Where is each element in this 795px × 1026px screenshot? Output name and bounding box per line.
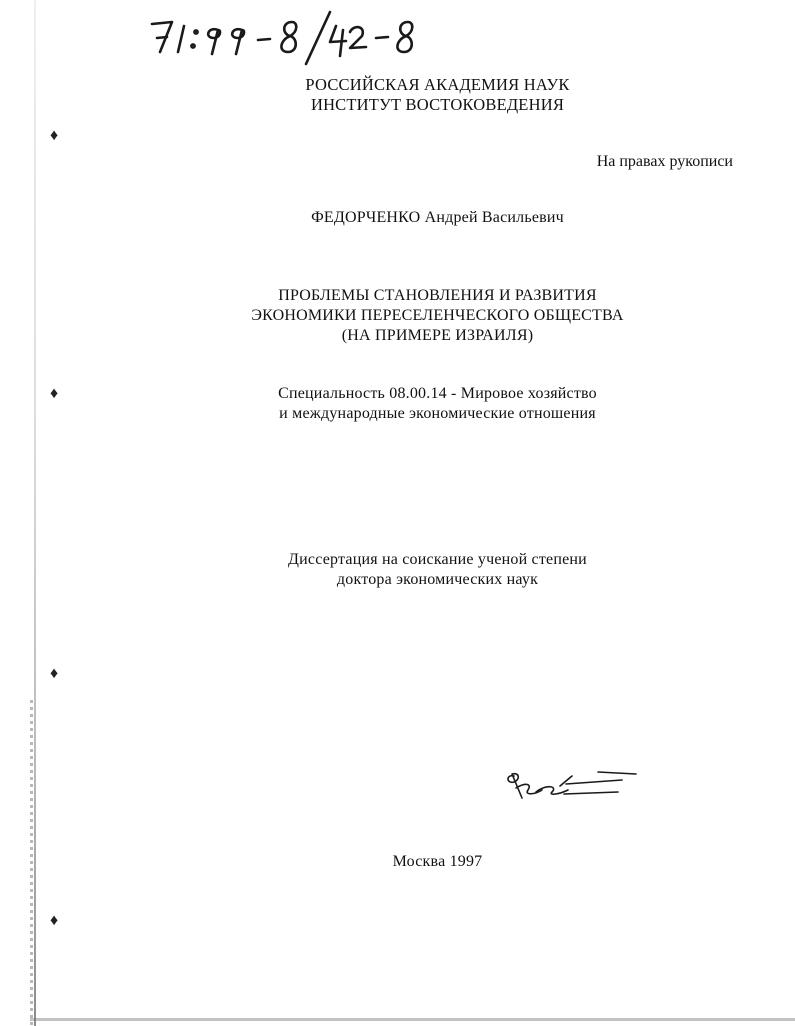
signature-icon	[502, 768, 642, 804]
institute-name: ИНСТИТУТ ВОСТОКОВЕДЕНИЯ	[310, 95, 565, 114]
degree-block	[40, 550, 795, 590]
scan-bottom-edge	[30, 1018, 795, 1021]
rights-notice: На правах рукописи	[596, 153, 733, 170]
specialty-line-1: Специальность 08.00.14 - Мировое хозяйство	[278, 385, 597, 402]
place-year-block	[40, 852, 795, 872]
title-line-2: ЭКОНОМИКИ ПЕРЕСЕЛЕНЧЕСКОГО ОБЩЕСТВА	[251, 307, 624, 324]
degree-line-1: Диссертация на соискание ученой степени	[288, 551, 587, 568]
binding-hole-icon: ♦	[50, 127, 59, 144]
institution-block	[40, 75, 795, 115]
handwritten-code	[0, 0, 795, 80]
binding-hole-icon: ♦	[50, 665, 59, 682]
title-line-3: (НА ПРИМЕРЕ ИЗРАИЛЯ)	[341, 327, 534, 344]
degree-line-2: доктора экономических наук	[336, 571, 539, 588]
scan-left-edge	[34, 0, 36, 1026]
title-block	[40, 286, 795, 346]
place-year: Москва 1997	[392, 853, 483, 870]
author-name: ФЕДОРЧЕНКО Андрей Васильевич	[311, 209, 564, 226]
title-line-1: ПРОБЛЕМЫ СТАНОВЛЕНИЯ И РАЗВИТИЯ	[278, 287, 597, 304]
scan-left-noise	[30, 700, 33, 1026]
binding-hole-icon: ♦	[50, 385, 59, 402]
specialty-block	[40, 384, 795, 424]
author-block	[40, 208, 795, 228]
institution-name: РОССИЙСКАЯ АКАДЕМИЯ НАУК	[305, 75, 570, 94]
binding-hole-icon: ♦	[50, 912, 59, 929]
specialty-line-2: и международные экономические отношения	[279, 405, 596, 422]
